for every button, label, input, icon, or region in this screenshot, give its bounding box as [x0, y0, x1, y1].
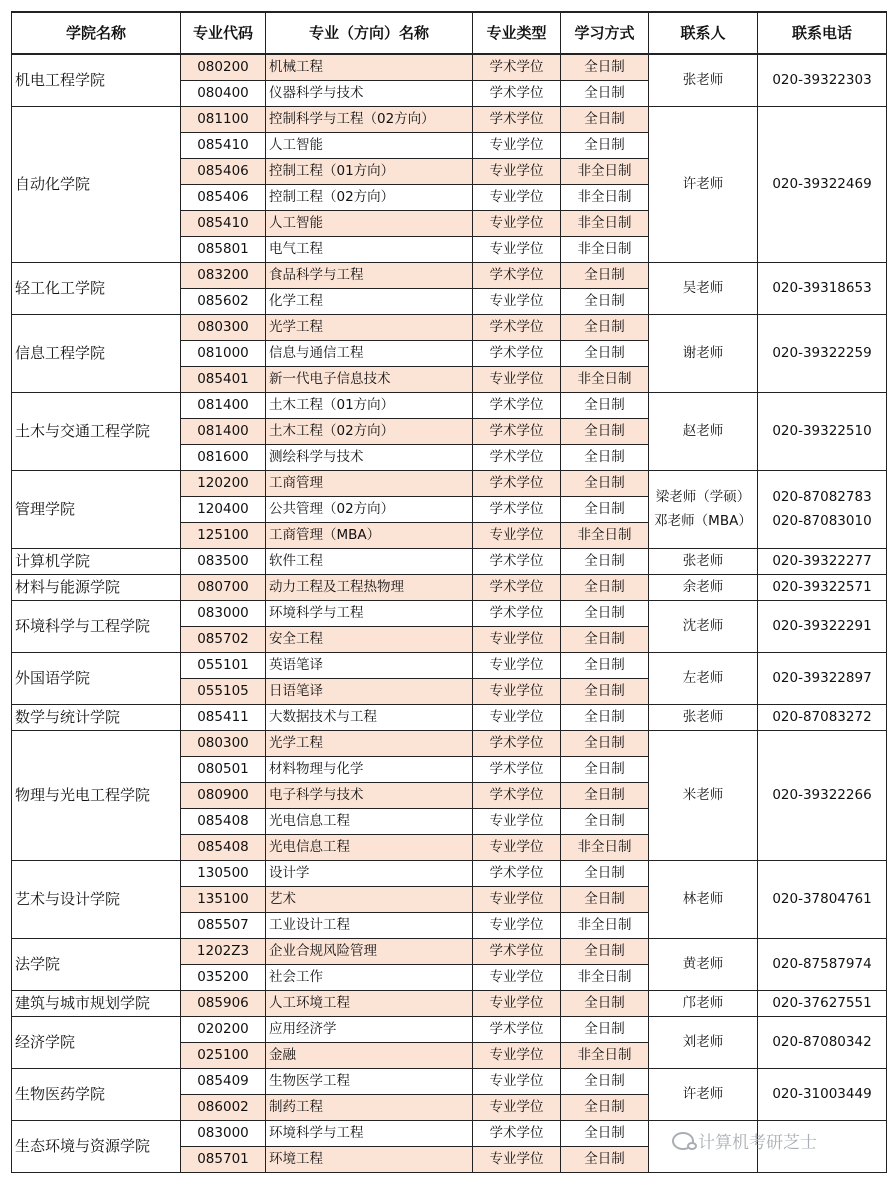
table-row [12, 653, 887, 679]
program-type-cell: 专业学位 [473, 133, 561, 159]
program-code-cell: 085411 [181, 705, 266, 731]
program-type-cell: 学术学位 [473, 419, 561, 445]
program-type-cell: 学术学位 [473, 601, 561, 627]
study-mode-cell: 全日制 [561, 1121, 649, 1147]
program-code-cell: 120400 [181, 497, 266, 523]
program-type-cell: 专业学位 [473, 1043, 561, 1069]
study-mode-cell: 全日制 [561, 939, 649, 965]
contact-phone: 020-87083272 [772, 708, 872, 725]
program-type-cell: 学术学位 [473, 497, 561, 523]
program-name-cell: 测绘科学与技术 [266, 445, 473, 471]
program-code-cell: 085409 [181, 1069, 266, 1095]
program-name-cell: 环境科学与工程 [266, 601, 473, 627]
program-type-cell: 学术学位 [473, 1017, 561, 1043]
program-code-cell: 055105 [181, 679, 266, 705]
contact-name: 米老师 [682, 786, 724, 803]
contact-name: 吴老师 [682, 279, 724, 296]
study-mode-cell: 非全日制 [561, 523, 649, 549]
study-mode-cell: 非全日制 [561, 1043, 649, 1069]
program-name-cell: 光学工程 [266, 731, 473, 757]
table-row [12, 393, 887, 419]
contact-cell [649, 861, 758, 939]
program-type-cell: 专业学位 [473, 211, 561, 237]
program-code-cell: 080300 [181, 731, 266, 757]
college-name-cell: 信息工程学院 [12, 315, 181, 393]
study-mode-cell: 全日制 [561, 107, 649, 133]
header-contact: 联系人 [649, 12, 758, 54]
program-code-cell: 083000 [181, 601, 266, 627]
contact-cell [649, 1069, 758, 1121]
phone-cell [758, 549, 887, 575]
contact-cell [649, 601, 758, 653]
program-type-cell: 学术学位 [473, 549, 561, 575]
program-type-cell: 专业学位 [473, 523, 561, 549]
contact-phone: 020-39322277 [772, 552, 872, 569]
college-name-cell: 建筑与城市规划学院 [12, 991, 181, 1017]
study-mode-cell: 全日制 [561, 1017, 649, 1043]
college-name-cell: 轻工化工学院 [12, 263, 181, 315]
program-name-cell: 制药工程 [266, 1095, 473, 1121]
program-code-cell: 085408 [181, 835, 266, 861]
study-mode-cell: 全日制 [561, 1147, 649, 1173]
program-code-cell: 125100 [181, 523, 266, 549]
program-name-cell: 人工环境工程 [266, 991, 473, 1017]
program-code-cell: 130500 [181, 861, 266, 887]
contact-name: 沈老师 [682, 617, 724, 634]
program-code-cell: 025100 [181, 1043, 266, 1069]
program-code-cell: 081400 [181, 393, 266, 419]
phone-cell [758, 705, 887, 731]
contact-name: 谢老师 [682, 344, 724, 361]
study-mode-cell: 非全日制 [561, 835, 649, 861]
phone-cell [758, 107, 887, 263]
program-code-cell: 085406 [181, 159, 266, 185]
contact-cell [649, 939, 758, 991]
program-name-cell: 信息与通信工程 [266, 341, 473, 367]
college-name-cell: 物理与光电工程学院 [12, 731, 181, 861]
study-mode-cell: 全日制 [561, 549, 649, 575]
program-name-cell: 设计学 [266, 861, 473, 887]
contact-name: 梁老师（学硕） [655, 489, 751, 505]
college-name-cell: 自动化学院 [12, 107, 181, 263]
program-name-cell: 公共管理（02方向） [266, 497, 473, 523]
program-name-cell: 土木工程（02方向） [266, 419, 473, 445]
program-code-cell: 085602 [181, 289, 266, 315]
program-name-cell: 工业设计工程 [266, 913, 473, 939]
table-row [12, 601, 887, 627]
contact-cell [649, 471, 758, 549]
table-row [12, 991, 887, 1017]
program-type-cell: 学术学位 [473, 263, 561, 289]
contact-name: 刘老师 [682, 1033, 724, 1050]
study-mode-cell: 非全日制 [561, 965, 649, 991]
college-name-cell: 艺术与设计学院 [12, 861, 181, 939]
program-code-cell: 085701 [181, 1147, 266, 1173]
program-code-cell: 080900 [181, 783, 266, 809]
program-name-cell: 电子科学与技术 [266, 783, 473, 809]
phone-cell [758, 393, 887, 471]
program-name-cell: 控制工程（02方向） [266, 185, 473, 211]
contact-phone: 020-37627551 [772, 994, 872, 1011]
program-code-cell: 085801 [181, 237, 266, 263]
header-college: 学院名称 [12, 12, 181, 54]
table-row [12, 549, 887, 575]
program-code-cell: 020200 [181, 1017, 266, 1043]
contact-phone: 020-39322469 [772, 175, 872, 192]
study-mode-cell: 全日制 [561, 133, 649, 159]
program-type-cell: 学术学位 [473, 445, 561, 471]
program-type-cell: 学术学位 [473, 861, 561, 887]
program-code-cell: 085507 [181, 913, 266, 939]
program-code-cell: 081600 [181, 445, 266, 471]
program-code-cell: 1202Z3 [181, 939, 266, 965]
contact-phone: 020-31003449 [772, 1085, 872, 1102]
program-name-cell: 环境科学与工程 [266, 1121, 473, 1147]
program-code-cell: 083500 [181, 549, 266, 575]
study-mode-cell: 非全日制 [561, 237, 649, 263]
contact-name: 张老师 [682, 71, 724, 88]
program-name-cell: 控制科学与工程（02方向） [266, 107, 473, 133]
phone-cell [758, 1017, 887, 1069]
study-mode-cell: 全日制 [561, 471, 649, 497]
contact-cell [649, 54, 758, 107]
phone-cell [758, 575, 887, 601]
program-type-cell: 学术学位 [473, 341, 561, 367]
study-mode-cell: 全日制 [561, 263, 649, 289]
table-row [12, 471, 887, 497]
program-type-cell: 学术学位 [473, 939, 561, 965]
program-type-cell: 专业学位 [473, 679, 561, 705]
program-code-cell: 055101 [181, 653, 266, 679]
program-code-cell: 080700 [181, 575, 266, 601]
study-mode-cell: 全日制 [561, 419, 649, 445]
study-mode-cell: 非全日制 [561, 159, 649, 185]
college-name-cell: 生态环境与资源学院 [12, 1121, 181, 1173]
program-type-cell: 专业学位 [473, 1095, 561, 1121]
program-name-cell: 动力工程及工程热物理 [266, 575, 473, 601]
program-type-cell: 学术学位 [473, 393, 561, 419]
phone-cell [758, 991, 887, 1017]
program-code-cell: 080200 [181, 54, 266, 81]
college-name-cell: 生物医药学院 [12, 1069, 181, 1121]
program-name-cell: 光学工程 [266, 315, 473, 341]
table-row [12, 54, 887, 81]
watermark-text: 计算机考研芝士 [698, 1133, 817, 1153]
contact-phone: 020-39322510 [772, 422, 872, 439]
contact-phone: 020-39322259 [772, 344, 872, 361]
contact-cell [649, 315, 758, 393]
college-name-cell: 材料与能源学院 [12, 575, 181, 601]
program-type-cell: 专业学位 [473, 965, 561, 991]
contact-name: 左老师 [682, 669, 724, 686]
study-mode-cell: 全日制 [561, 757, 649, 783]
college-name-cell: 法学院 [12, 939, 181, 991]
program-code-cell: 035200 [181, 965, 266, 991]
program-code-cell: 080501 [181, 757, 266, 783]
study-mode-cell: 全日制 [561, 54, 649, 81]
college-name-cell: 数学与统计学院 [12, 705, 181, 731]
study-mode-cell: 非全日制 [561, 367, 649, 393]
study-mode-cell: 全日制 [561, 991, 649, 1017]
program-name-cell: 控制工程（01方向） [266, 159, 473, 185]
contact-phone: 020-39322303 [772, 71, 872, 88]
contact-cell [649, 549, 758, 575]
header-phone: 联系电话 [758, 12, 887, 54]
table-row [12, 1017, 887, 1043]
program-code-cell: 135100 [181, 887, 266, 913]
program-code-cell: 081100 [181, 107, 266, 133]
table-row [12, 263, 887, 289]
contact-phone: 020-39322897 [772, 669, 872, 686]
phone-cell [758, 315, 887, 393]
table-row [12, 315, 887, 341]
study-mode-cell: 全日制 [561, 497, 649, 523]
study-mode-cell: 非全日制 [561, 185, 649, 211]
study-mode-cell: 全日制 [561, 1069, 649, 1095]
program-name-cell: 人工智能 [266, 133, 473, 159]
program-code-cell: 085410 [181, 211, 266, 237]
program-type-cell: 学术学位 [473, 1121, 561, 1147]
contact-name: 林老师 [682, 890, 724, 907]
program-code-cell: 083200 [181, 263, 266, 289]
program-code-cell: 085406 [181, 185, 266, 211]
program-type-cell: 学术学位 [473, 575, 561, 601]
phone-cell [758, 731, 887, 861]
program-code-cell: 083000 [181, 1121, 266, 1147]
program-code-cell: 080400 [181, 81, 266, 107]
study-mode-cell: 非全日制 [561, 211, 649, 237]
program-type-cell: 专业学位 [473, 835, 561, 861]
study-mode-cell: 全日制 [561, 393, 649, 419]
study-mode-cell: 全日制 [561, 315, 649, 341]
program-code-cell: 081000 [181, 341, 266, 367]
study-mode-cell: 全日制 [561, 679, 649, 705]
phone-cell [758, 653, 887, 705]
program-type-cell: 专业学位 [473, 991, 561, 1017]
table-row [12, 107, 887, 133]
program-name-cell: 机械工程 [266, 54, 473, 81]
program-name-cell: 英语笔译 [266, 653, 473, 679]
program-type-cell: 学术学位 [473, 783, 561, 809]
program-type-cell: 专业学位 [473, 627, 561, 653]
contact-cell [649, 991, 758, 1017]
program-table [11, 11, 887, 1173]
program-name-cell: 光电信息工程 [266, 809, 473, 835]
program-type-cell: 专业学位 [473, 809, 561, 835]
table-row [12, 861, 887, 887]
program-type-cell: 专业学位 [473, 653, 561, 679]
table-row [12, 1069, 887, 1095]
header-code: 专业代码 [181, 12, 266, 54]
program-type-cell: 专业学位 [473, 1147, 561, 1173]
program-name-cell: 艺术 [266, 887, 473, 913]
wechat-icon [672, 1132, 694, 1150]
program-name-cell: 日语笔译 [266, 679, 473, 705]
program-type-cell: 学术学位 [473, 54, 561, 81]
program-type-cell: 专业学位 [473, 289, 561, 315]
program-code-cell: 081400 [181, 419, 266, 445]
program-code-cell: 085410 [181, 133, 266, 159]
program-name-cell: 仪器科学与技术 [266, 81, 473, 107]
contact-cell [649, 731, 758, 861]
watermark [672, 1128, 817, 1153]
program-type-cell: 学术学位 [473, 731, 561, 757]
contact-cell [649, 653, 758, 705]
phone-cell [758, 601, 887, 653]
program-type-cell: 学术学位 [473, 81, 561, 107]
study-mode-cell: 全日制 [561, 575, 649, 601]
program-type-cell: 专业学位 [473, 887, 561, 913]
study-mode-cell: 全日制 [561, 81, 649, 107]
study-mode-cell: 全日制 [561, 1095, 649, 1121]
program-name-cell: 社会工作 [266, 965, 473, 991]
college-name-cell: 计算机学院 [12, 549, 181, 575]
program-type-cell: 学术学位 [473, 757, 561, 783]
program-name-cell: 化学工程 [266, 289, 473, 315]
college-name-cell: 机电工程学院 [12, 54, 181, 107]
study-mode-cell: 全日制 [561, 887, 649, 913]
contact-name: 张老师 [682, 708, 724, 725]
college-name-cell: 经济学院 [12, 1017, 181, 1069]
program-name-cell: 生物医学工程 [266, 1069, 473, 1095]
program-type-cell: 学术学位 [473, 107, 561, 133]
program-type-cell: 专业学位 [473, 367, 561, 393]
program-code-cell: 080300 [181, 315, 266, 341]
table-row [12, 939, 887, 965]
program-name-cell: 环境工程 [266, 1147, 473, 1173]
study-mode-cell: 全日制 [561, 601, 649, 627]
program-name-cell: 企业合规风险管理 [266, 939, 473, 965]
program-type-cell: 专业学位 [473, 237, 561, 263]
header-mode: 学习方式 [561, 12, 649, 54]
table-row [12, 575, 887, 601]
program-name-cell: 新一代电子信息技术 [266, 367, 473, 393]
program-type-cell: 专业学位 [473, 1069, 561, 1095]
contact-phone: 020-87082783 [772, 489, 872, 505]
program-code-cell: 085401 [181, 367, 266, 393]
program-code-cell: 086002 [181, 1095, 266, 1121]
program-name-cell: 电气工程 [266, 237, 473, 263]
contact-phone: 020-87587974 [772, 955, 872, 972]
table-row [12, 731, 887, 757]
contact-phone: 020-87080342 [772, 1033, 872, 1050]
college-name-cell: 土木与交通工程学院 [12, 393, 181, 471]
program-name-cell: 应用经济学 [266, 1017, 473, 1043]
contact-cell [649, 705, 758, 731]
study-mode-cell: 全日制 [561, 783, 649, 809]
contact-cell [649, 1017, 758, 1069]
study-mode-cell: 非全日制 [561, 913, 649, 939]
contact-name: 许老师 [682, 175, 724, 192]
program-code-cell: 085408 [181, 809, 266, 835]
phone-cell [758, 471, 887, 549]
contact-phone: 020-39322291 [772, 617, 872, 634]
study-mode-cell: 全日制 [561, 653, 649, 679]
contact-name: 张老师 [682, 552, 724, 569]
header-major: 专业（方向）名称 [266, 12, 473, 54]
contact-phone: 020-39322571 [772, 578, 872, 595]
program-name-cell: 人工智能 [266, 211, 473, 237]
program-type-cell: 学术学位 [473, 315, 561, 341]
contact-cell [649, 393, 758, 471]
program-name-cell: 金融 [266, 1043, 473, 1069]
contact-name: 余老师 [682, 578, 724, 595]
program-name-cell: 安全工程 [266, 627, 473, 653]
phone-cell [758, 939, 887, 991]
program-name-cell: 工商管理（MBA） [266, 523, 473, 549]
study-mode-cell: 全日制 [561, 809, 649, 835]
study-mode-cell: 全日制 [561, 627, 649, 653]
study-mode-cell: 全日制 [561, 861, 649, 887]
program-name-cell: 工商管理 [266, 471, 473, 497]
program-type-cell: 学术学位 [473, 471, 561, 497]
phone-cell [758, 263, 887, 315]
header-row [12, 12, 887, 54]
phone-cell [758, 861, 887, 939]
contact-name: 赵老师 [682, 422, 724, 439]
program-code-cell: 120200 [181, 471, 266, 497]
phone-cell [758, 54, 887, 107]
program-name-cell: 材料物理与化学 [266, 757, 473, 783]
program-name-cell: 软件工程 [266, 549, 473, 575]
program-code-cell: 085702 [181, 627, 266, 653]
study-mode-cell: 全日制 [561, 705, 649, 731]
program-type-cell: 专业学位 [473, 185, 561, 211]
program-code-cell: 085906 [181, 991, 266, 1017]
contact-name: 邓老师（MBA） [654, 512, 752, 529]
contact-name: 邝老师 [682, 994, 724, 1011]
program-name-cell: 食品科学与工程 [266, 263, 473, 289]
phone-cell [758, 1069, 887, 1121]
program-name-cell: 大数据技术与工程 [266, 705, 473, 731]
program-type-cell: 专业学位 [473, 705, 561, 731]
contact-cell [649, 575, 758, 601]
contact-phone: 020-37804761 [772, 890, 872, 907]
study-mode-cell: 全日制 [561, 341, 649, 367]
program-type-cell: 专业学位 [473, 159, 561, 185]
header-type: 专业类型 [473, 12, 561, 54]
study-mode-cell: 全日制 [561, 731, 649, 757]
college-name-cell: 外国语学院 [12, 653, 181, 705]
contact-phone: 020-39322266 [772, 786, 872, 803]
contact-phone: 020-87083010 [772, 512, 872, 529]
contact-cell [649, 263, 758, 315]
table-row [12, 705, 887, 731]
study-mode-cell: 全日制 [561, 445, 649, 471]
contact-cell [649, 107, 758, 263]
study-mode-cell: 全日制 [561, 289, 649, 315]
program-name-cell: 光电信息工程 [266, 835, 473, 861]
contact-name: 许老师 [682, 1085, 724, 1102]
contact-phone: 020-39318653 [772, 279, 872, 296]
contact-name: 黄老师 [682, 955, 724, 972]
program-type-cell: 专业学位 [473, 913, 561, 939]
program-name-cell: 土木工程（01方向） [266, 393, 473, 419]
college-name-cell: 管理学院 [12, 471, 181, 549]
college-name-cell: 环境科学与工程学院 [12, 601, 181, 653]
